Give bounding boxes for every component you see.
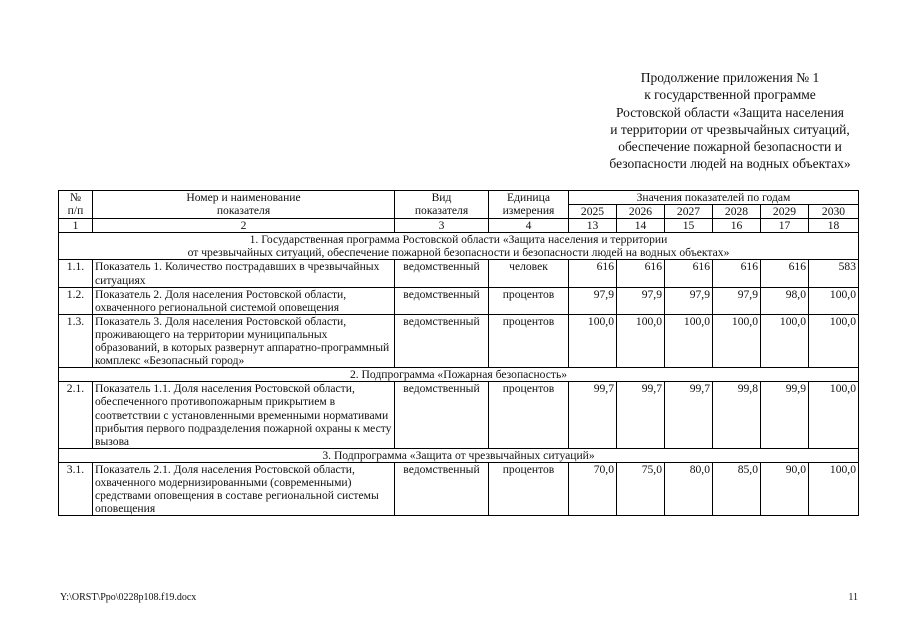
row-number: 3.1. (59, 462, 93, 515)
value-cell: 99,7 (617, 382, 665, 448)
section-title: 3. Подпрограмма «Защита от чрезвычайных ситуаций» (59, 448, 859, 462)
header-type-cell (395, 191, 489, 219)
table-row (59, 462, 859, 515)
header-type-label: Вид (431, 191, 452, 204)
table-row (59, 314, 859, 367)
value-cell: 616 (569, 260, 617, 287)
indicator-type: ведомственный (395, 462, 489, 515)
indicator-type: ведомственный (395, 287, 489, 314)
column-number: 4 (489, 219, 569, 233)
value-cell: 616 (713, 260, 761, 287)
indicators-table (58, 190, 859, 516)
value-cell: 100,0 (809, 462, 859, 515)
value-cell: 70,0 (569, 462, 617, 515)
value-cell: 99,7 (665, 382, 713, 448)
year-cell: 2027 (665, 205, 713, 219)
section-row (59, 368, 859, 382)
value-cell: 90,0 (761, 462, 809, 515)
section-title (59, 233, 859, 260)
header-line: безопасности людей на водных объектах» (609, 156, 851, 172)
value-cell: 97,9 (569, 287, 617, 314)
indicator-type: ведомственный (395, 314, 489, 367)
value-cell: 100,0 (809, 314, 859, 367)
value-cell: 100,0 (713, 314, 761, 367)
value-cell: 97,9 (713, 287, 761, 314)
header-line: Ростовской области «Защита населения (615, 104, 845, 120)
header-num-sublabel: п/п (67, 204, 84, 218)
year-cell: 2026 (617, 205, 665, 219)
indicator-name: Показатель 1. Количество пострадавших в чрезвычайных ситуациях (93, 260, 395, 287)
indicator-unit: процентов (489, 314, 569, 367)
page-number: 11 (848, 592, 858, 603)
appendix-header (540, 69, 905, 173)
indicator-name: Показатель 1.1. Доля населения Ростовской области, обеспеченного противопожарным прикрытием в соответствии с установленными временными нормативами прибытия первого подразделения пожарной охраны к месту вызова (93, 382, 395, 448)
column-number: 2 (93, 219, 395, 233)
value-cell: 75,0 (617, 462, 665, 515)
column-number: 17 (761, 219, 809, 233)
header-unit-sublabel: измерения (502, 204, 555, 218)
section-row (59, 233, 859, 260)
value-cell: 97,9 (665, 287, 713, 314)
value-cell: 97,9 (617, 287, 665, 314)
table-row (59, 382, 859, 448)
value-cell: 616 (761, 260, 809, 287)
row-number: 1.3. (59, 314, 93, 367)
indicator-unit: процентов (489, 462, 569, 515)
table-header-row (59, 191, 859, 205)
header-name-label: Номер и наименование (186, 191, 301, 204)
value-cell: 100,0 (665, 314, 713, 367)
value-cell: 100,0 (809, 287, 859, 314)
value-cell: 80,0 (665, 462, 713, 515)
header-line: и территории от чрезвычайных ситуаций, (610, 121, 850, 137)
column-number: 3 (395, 219, 489, 233)
indicator-unit: процентов (489, 382, 569, 448)
footer-file-path: Y:\ORST\Ppo\0228p108.f19.docx (60, 592, 197, 603)
value-cell: 583 (809, 260, 859, 287)
row-number: 1.2. (59, 287, 93, 314)
column-number: 1 (59, 219, 93, 233)
section-title: 2. Подпрограмма «Пожарная безопасность» (59, 368, 859, 382)
header-values-title: Значения показателей по годам (569, 191, 859, 205)
table-row (59, 287, 859, 314)
column-numbers-row (59, 219, 859, 233)
column-number: 16 (713, 219, 761, 233)
header-line: обеспечение пожарной безопасности и (618, 139, 842, 155)
value-cell: 100,0 (809, 382, 859, 448)
value-cell: 99,9 (761, 382, 809, 448)
indicator-name: Показатель 2.1. Доля населения Ростовской области, охваченного модернизированными (современными) средствами оповещения в составе региональной системы оповещения (93, 462, 395, 515)
indicator-type: ведомственный (395, 382, 489, 448)
header-num-cell (59, 191, 93, 219)
year-cell: 2030 (809, 205, 859, 219)
value-cell: 85,0 (713, 462, 761, 515)
year-cell: 2029 (761, 205, 809, 219)
column-number: 18 (809, 219, 859, 233)
column-number: 13 (569, 219, 617, 233)
section-row (59, 448, 859, 462)
row-number: 2.1. (59, 382, 93, 448)
header-name-sublabel: показателя (216, 204, 271, 218)
section-title-line: от чрезвычайных ситуаций, обеспечение пожарной безопасности и безопасности людей на водных объектах» (187, 246, 730, 260)
value-cell: 100,0 (761, 314, 809, 367)
year-cell: 2028 (713, 205, 761, 219)
value-cell: 616 (665, 260, 713, 287)
section-title-line: 1. Государственная программа Ростовской области «Защита населения и территории (249, 233, 668, 247)
header-num-label: № (69, 191, 82, 204)
header-name-cell (93, 191, 395, 219)
indicator-unit: процентов (489, 287, 569, 314)
header-line: Продолжение приложения № 1 (640, 70, 820, 85)
indicator-name: Показатель 2. Доля населения Ростовской области, охваченного региональной системой оповещения (93, 287, 395, 314)
column-number: 15 (665, 219, 713, 233)
value-cell: 98,0 (761, 287, 809, 314)
value-cell: 100,0 (617, 314, 665, 367)
value-cell: 616 (617, 260, 665, 287)
value-cell: 99,8 (713, 382, 761, 448)
header-type-sublabel: показателя (414, 204, 469, 218)
row-number: 1.1. (59, 260, 93, 287)
column-number: 14 (617, 219, 665, 233)
header-unit-label: Единица (507, 191, 550, 204)
table-row (59, 260, 859, 287)
value-cell: 100,0 (569, 314, 617, 367)
year-cell: 2025 (569, 205, 617, 219)
indicator-type: ведомственный (395, 260, 489, 287)
value-cell: 99,7 (569, 382, 617, 448)
indicator-name: Показатель 3. Доля населения Ростовской области, проживающего на территории муниципальных образований, в которых развернут аппаратно-программный комплекс «Безопасный город» (93, 314, 395, 367)
indicator-unit: человек (489, 260, 569, 287)
header-unit-cell (489, 191, 569, 219)
header-line: к государственной программе (644, 87, 816, 103)
